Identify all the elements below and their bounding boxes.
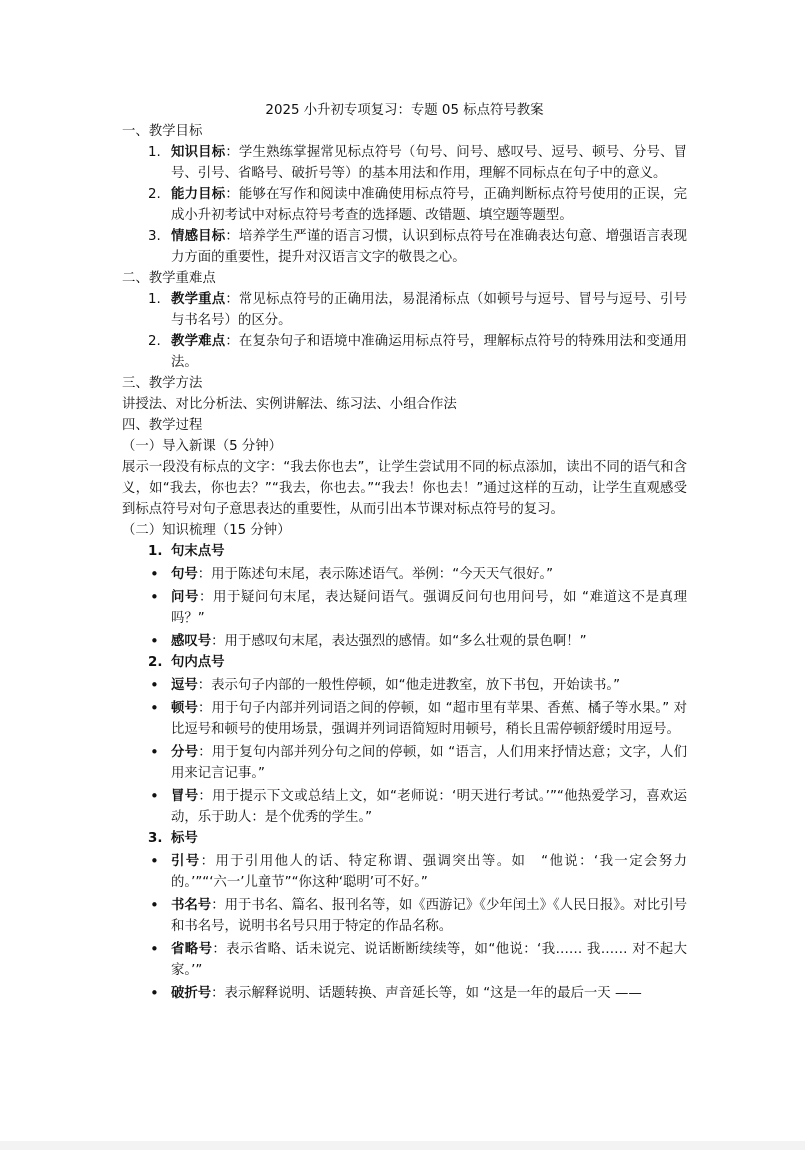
list-item bbox=[122, 675, 687, 696]
document-title: 2025 小升初专项复习：专题 05 标点符号教案 bbox=[265, 103, 544, 118]
list-item bbox=[122, 142, 687, 184]
list-item bbox=[122, 289, 687, 331]
item-label: 情感目标 bbox=[171, 229, 226, 244]
bullet-icon: • bbox=[150, 743, 159, 761]
objectives-list bbox=[122, 142, 687, 268]
item-label: 破折号 bbox=[171, 986, 212, 1001]
item-number: 1. bbox=[148, 145, 161, 160]
bullet-list bbox=[122, 851, 687, 1004]
item-label: 教学难点 bbox=[171, 334, 226, 349]
item-label: 引号 bbox=[171, 854, 201, 869]
item-text: ：能够在写作和阅读中准确使用标点符号，正确判断标点符号使用的正误，完成小升初考试中对标点符号考查的选择题、改错题、填空题等题型。 bbox=[171, 187, 688, 223]
section-heading-key-points: 二、教学重难点 bbox=[122, 271, 216, 286]
bullet-icon: • bbox=[150, 632, 159, 650]
list-item bbox=[122, 939, 687, 981]
item-label: 问号 bbox=[171, 590, 200, 605]
list-item bbox=[122, 698, 687, 740]
bullet-list bbox=[122, 564, 687, 652]
list-item bbox=[122, 786, 687, 828]
bullet-icon: • bbox=[150, 940, 159, 958]
list-item bbox=[122, 184, 687, 226]
item-text: ：用于疑问句末尾，表达疑问语气。强调反问句也用问号，如 “难道这不是真理吗？” bbox=[171, 590, 687, 626]
list-item bbox=[122, 331, 687, 373]
item-label: 分号 bbox=[171, 745, 199, 760]
item-label: 逗号 bbox=[171, 678, 198, 693]
item-text: ：用于感叹句末尾，表达强烈的感情。如“多么壮观的景色啊！” bbox=[211, 634, 587, 649]
item-label: 冒号 bbox=[171, 789, 199, 804]
group-number: 1. bbox=[148, 544, 163, 559]
item-label: 句号 bbox=[171, 567, 198, 582]
group-heading bbox=[122, 541, 687, 562]
bullet-icon: • bbox=[150, 565, 159, 583]
item-number: 2. bbox=[148, 187, 161, 202]
item-text: ：用于引用他人的话、特定称谓、强调突出等。如 “他说：‘我一定会努力的。’”“‘六一’儿童节”“你这种‘聪明’可不好。” bbox=[171, 854, 688, 890]
item-number: 2. bbox=[148, 334, 161, 349]
section-heading-methods: 三、教学方法 bbox=[122, 376, 203, 391]
item-label: 教学重点 bbox=[171, 292, 226, 307]
list-item bbox=[122, 851, 687, 893]
list-item bbox=[122, 226, 687, 268]
section-heading-objectives: 一、教学目标 bbox=[122, 124, 203, 139]
bullet-icon: • bbox=[150, 699, 159, 717]
item-text: ：用于复句内部并列分句之间的停顿，如 “语言，人们用来抒情达意；文字，人们用来记言记事。” bbox=[171, 745, 687, 781]
item-label: 书名号 bbox=[171, 898, 212, 913]
group-title: 句末点号 bbox=[171, 544, 225, 559]
section-heading-process: 四、教学过程 bbox=[122, 418, 203, 433]
list-item bbox=[122, 895, 687, 937]
bullet-icon: • bbox=[150, 588, 159, 606]
bullet-icon: • bbox=[150, 896, 159, 914]
item-number: 3. bbox=[148, 229, 161, 244]
group-title: 标号 bbox=[171, 831, 198, 846]
list-item bbox=[122, 742, 687, 784]
item-text: ：常见标点符号的正确用法，易混淆标点（如顿号与逗号、冒号与逗号、引号与书名号）的区分。 bbox=[171, 292, 688, 328]
item-text: ：表示省略、话未说完、说话断断续续等，如“他说：‘我…… 我…… 对不起大家。’” bbox=[171, 942, 687, 978]
item-label: 知识目标 bbox=[171, 145, 226, 160]
item-text: ：用于陈述句末尾，表示陈述语气。举例：“今天天气很好。” bbox=[197, 567, 554, 582]
item-text: ：在复杂句子和语境中准确运用标点符号，理解标点符号的特殊用法和变通用法。 bbox=[171, 334, 688, 370]
item-label: 感叹号 bbox=[171, 634, 212, 649]
group-number: 2. bbox=[148, 655, 163, 670]
bullet-icon: • bbox=[150, 676, 159, 694]
item-number: 1. bbox=[148, 292, 161, 307]
item-text: ：用于书名、篇名、报刊名等，如《西游记》《少年闰土》《人民日报》。对比引号和书名号，说明书名号只用于特定的作品名称。 bbox=[171, 898, 688, 934]
list-item bbox=[122, 587, 687, 629]
item-text: ：表示句子内部的一般性停顿，如“他走进教室，放下书包，开始读书。” bbox=[197, 678, 621, 693]
item-text: ：培养学生严谨的语言习惯，认识到标点符号在准确表达句意、增强语言表现力方面的重要性，提升对汉语言文字的敬畏之心。 bbox=[171, 229, 688, 265]
intro-paragraph: 展示一段没有标点的文字：“我去你也去”，让学生尝试用不同的标点添加，读出不同的语气和含义，如“我去，你也去？”“我去，你也去。”“我去！你也去！”通过这样的互动，让学生直观感受到标点符号对句子意思表达的重要性，从而引出本节课对标点符号的复习。 bbox=[122, 460, 687, 517]
item-text: ：表示解释说明、话题转换、声音延长等，如 “这是一年的最后一天 —— bbox=[211, 986, 642, 1001]
bullet-icon: • bbox=[150, 852, 159, 870]
list-item bbox=[122, 564, 687, 585]
item-label: 省略号 bbox=[171, 942, 213, 957]
list-item bbox=[122, 983, 687, 1004]
group-heading bbox=[122, 828, 687, 849]
subsection-heading-intro: （一）导入新课（5 分钟） bbox=[122, 439, 283, 454]
group-title: 句内点号 bbox=[171, 655, 225, 670]
group-heading bbox=[122, 652, 687, 673]
item-label: 能力目标 bbox=[171, 187, 226, 202]
item-text: ：学生熟练掌握常见标点符号（句号、问号、感叹号、逗号、顿号、分号、冒号、引号、省略号、破折号等）的基本用法和作用，理解不同标点在句子中的意义。 bbox=[171, 145, 688, 181]
bullet-list bbox=[122, 675, 687, 828]
bullet-icon: • bbox=[150, 787, 159, 805]
document-content bbox=[122, 100, 687, 1004]
key-points-list bbox=[122, 289, 687, 373]
item-text: ：用于句子内部并列词语之间的停顿，如 “超市里有苹果、香蕉、橘子等水果。” 对比逗号和顿号的使用场景，强调并列词语简短时用顿号，稍长且需停顿舒缓时用逗号。 bbox=[171, 701, 687, 737]
item-text: ：用于提示下文或总结上文，如“老师说：‘明天进行考试。’”“他热爱学习，喜欢运动，乐于助人：是个优秀的学生。” bbox=[171, 789, 688, 825]
list-item bbox=[122, 631, 687, 652]
bullet-icon: • bbox=[150, 984, 159, 1002]
methods-text: 讲授法、对比分析法、实例讲解法、练习法、小组合作法 bbox=[122, 397, 457, 412]
group-number: 3. bbox=[148, 831, 163, 846]
item-label: 顿号 bbox=[171, 701, 199, 716]
subsection-heading-knowledge: （二）知识梳理（15 分钟） bbox=[122, 523, 291, 538]
